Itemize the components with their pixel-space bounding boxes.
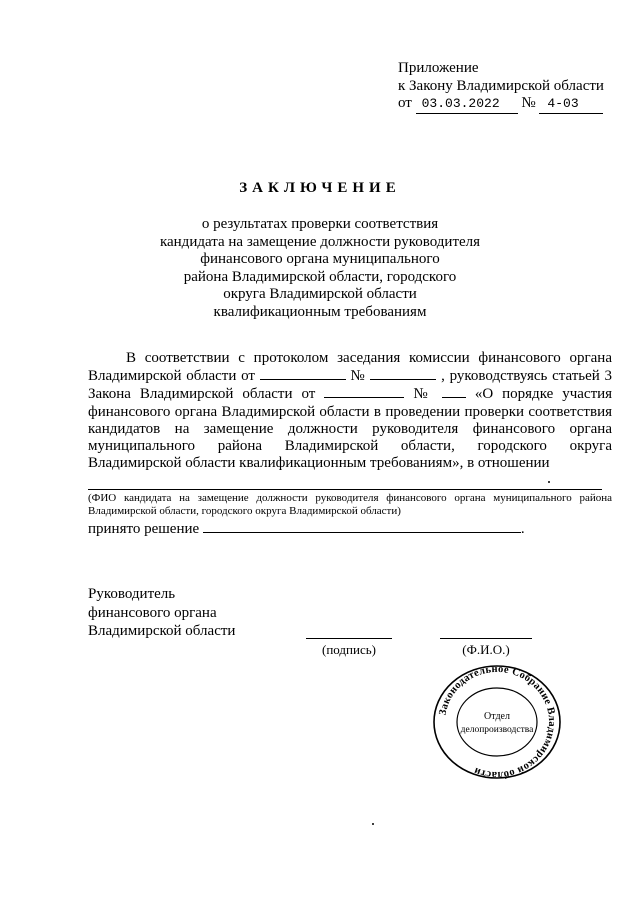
subtitle-line: финансового органа муниципального bbox=[200, 251, 440, 268]
subtitle-line: квалификационным требованиям bbox=[213, 303, 427, 320]
signatory-line: финансового органа bbox=[88, 604, 217, 621]
body-part-3: , руководствуясь статьей 3 Закона Владимирской области от bbox=[88, 368, 613, 403]
decision-line bbox=[88, 520, 525, 538]
law-number-blank bbox=[442, 385, 466, 398]
subtitle-line: о результатах проверки соответствия bbox=[201, 216, 439, 232]
appendix-law-ref: к Закону Владимирской области bbox=[398, 77, 604, 94]
fio-label: (Ф.И.О.) bbox=[462, 642, 510, 657]
stamp-center-line-1: Отдел bbox=[484, 711, 510, 722]
subtitle-line: округа Владимирской области bbox=[223, 286, 417, 303]
document-subtitle bbox=[150, 216, 490, 322]
body-paragraph bbox=[88, 350, 612, 472]
appendix-title: Приложение bbox=[398, 60, 479, 76]
appendix-header bbox=[398, 60, 604, 114]
subtitle-line: района Владимирской области, городского bbox=[183, 268, 457, 285]
decision-label: принято решение bbox=[88, 521, 200, 537]
fio-line bbox=[440, 638, 532, 639]
appendix-date: 03.03.2022 bbox=[416, 95, 518, 114]
candidate-fio-note: (ФИО кандидата на замещение должности руководителя финансового органа муниципального района Владимирской области, городского округа Владимирской области) bbox=[88, 492, 612, 517]
appendix-from-label: от bbox=[398, 95, 412, 111]
subtitle-line: кандидата на замещение должности руководителя bbox=[159, 233, 481, 250]
protocol-date-blank bbox=[260, 367, 346, 380]
stamp-center-line-2: делопроизводства bbox=[460, 725, 534, 735]
body-part-5: «О порядке участия финансового органа Владимирской области в проведении проверки соответствия кандидатов на замещение должности руководителя финансового органа муниципального района Владимирской области, городского округа Владимирской области квалификационным требованиям», в отношении bbox=[88, 386, 613, 472]
body-part-1: В соответствии с протоколом заседания комиссии финансового органа Владимирской области от bbox=[88, 350, 612, 385]
stamp-ring-text-svg bbox=[437, 664, 557, 780]
law-date-blank bbox=[324, 385, 404, 398]
signature-line bbox=[306, 638, 392, 639]
scan-speck bbox=[548, 481, 550, 483]
appendix-number: 4-03 bbox=[539, 95, 603, 114]
candidate-fio-line bbox=[88, 489, 602, 490]
scan-speck bbox=[372, 823, 374, 825]
body-part-2: № bbox=[350, 368, 366, 385]
appendix-date-line bbox=[398, 95, 604, 114]
body-part-4: № bbox=[413, 386, 433, 403]
stamp-ring-text: Законодательное Собрание Владимирской области bbox=[437, 664, 558, 780]
signatory-line: Владимирской области bbox=[88, 623, 236, 639]
document-title: ЗАКЛЮЧЕНИЕ bbox=[239, 180, 401, 196]
signature-label: (подпись) bbox=[322, 642, 376, 657]
signatory-title bbox=[88, 585, 235, 641]
signatory-line: Руководитель bbox=[88, 586, 176, 602]
appendix-number-label: № bbox=[521, 95, 536, 111]
decision-blank bbox=[203, 520, 521, 533]
stamp-inner-ring bbox=[457, 688, 537, 756]
decision-end: . bbox=[520, 521, 525, 537]
office-stamp bbox=[430, 664, 564, 780]
protocol-number-blank bbox=[370, 367, 436, 380]
